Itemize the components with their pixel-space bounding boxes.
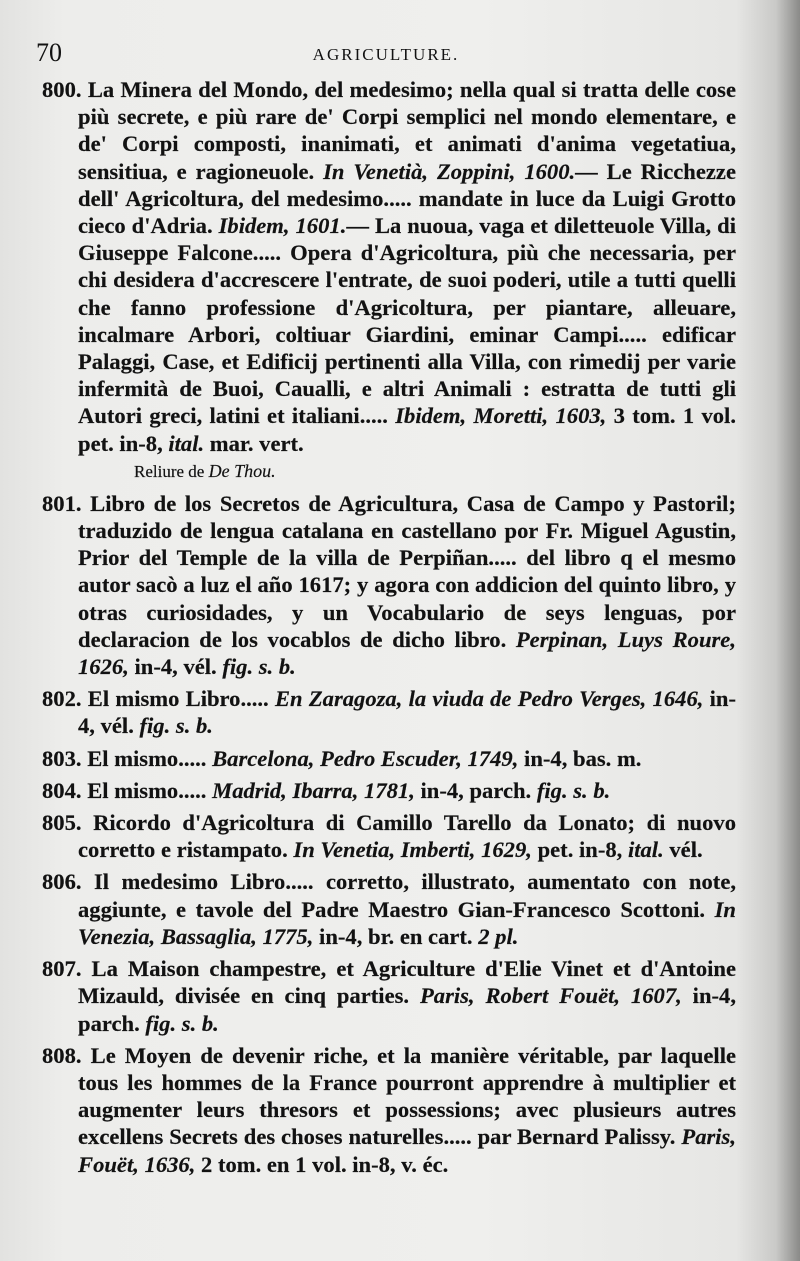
page-number: 70 [36,38,62,67]
entry-number: 802. [42,686,82,712]
catalogue-entries [42,76,736,1183]
entry-number: 806. [42,869,82,895]
binding-note-binder: De Thou. [208,460,276,481]
entry-imprint-italic: Paris, Fouët, 1636, [78,1124,736,1177]
catalogue-entry [42,745,736,772]
entry-imprint-italic: fig. s. b. [145,1010,219,1036]
entry-number: 801. [42,490,82,516]
catalogue-entry [42,1042,736,1178]
catalogue-entry [42,685,736,739]
entry-text: vél. [663,837,703,863]
entry-text: pet. in-8, [531,837,628,863]
entry-number: 805. [42,810,82,836]
entry-text: 2 tom. en 1 vol. in-8, v. éc. [195,1151,449,1177]
entry-imprint-italic: Barcelona, Pedro Escuder, 1749, [212,745,519,771]
entry-imprint-italic: In Venezia, Bassaglia, 1775, [78,896,736,949]
running-title: AGRICULTURE. [312,45,460,64]
entry-text: in-4, parch. [414,777,537,803]
entry-text: — La nuoua, vaga et diletteuole Villa, di Giuseppe Falcone..... Opera d'Agricoltura, più che necessaria, per chi desidera d'accrescere l'entrate, de suoi poderi, utile a tutti quelli che fanno professione d'Agricoltura, per piantare, alleuare, incalmare Arbori, coltiuar Giardini, eminar Campi..... edificar Palaggi, Case, et Edificij pertinenti alla Villa, con rimedij per varie infermità de Buoi, Caualli, e altri Animali : estratta de tutti gli Autori greci, latini et italiani..... [78,213,736,429]
entry-text: in-4, parch. [78,983,736,1036]
entry-number: 803. [42,745,82,771]
entry-text: Libro de los Secretos de Agricultura, Casa de Campo y Pastoril; traduzido de lengua catalana en castellano por Fr. Miguel Agustin, Prior del Temple de la villa de Perpiñan..... del libro q el mesmo autor sacò a luz el año 1617; y agora con addicion del quinto libro, y otras curiosidades, y un Vocabulario de seys lenguas, por declaracion de los vocablos de dicho libro. [78,490,736,652]
entry-text: El mismo..... [87,745,213,771]
entry-imprint-italic: Madrid, Ibarra, 1781, [212,777,415,803]
entry-imprint-italic: En Zaragoza, la viuda de Pedro Verges, 1646, [274,686,704,712]
entry-text: in-4, vél. [78,686,737,739]
entry-imprint-italic: Ibidem, Moretti, 1603, [395,403,607,429]
catalogue-entry [42,955,736,1037]
entry-text: Il medesimo Libro..... corretto, illustrato, aumentato con note, aggiunte, e tavole del Padre Maestro Gian-Francesco Scottoni. [78,869,736,922]
entry-text: La Maison champestre, et Agriculture d'Elie Vinet et d'Antoine Mizauld, divisée en cinq parties. [78,956,736,1009]
entry-number: 800. [42,77,82,102]
entry-text: 3 tom. 1 vol. pet. in-8, [78,403,736,456]
entry-text: mar. vert. [204,430,304,456]
entry-text: — Le Ricchezze dell' Agricoltura, del medesimo..... mandate in luce da Luigi Grotto cieco d'Adria. [78,158,736,239]
entry-imprint-italic: Perpinan, Luys Roure, 1626, [78,626,736,680]
entry-imprint-italic: ital. [168,430,205,456]
entry-text: La Minera del Mondo, del medesimo; nella qual si tratta delle cose più secrete, e più rare de' Corpi semplici nel mondo elementare, e de' Corpi composti, inanimati, et animati d'anima vegetatiua, sensitiua, e ragioneuole. [78,77,736,184]
entry-imprint-italic: Paris, Robert Fouët, 1607, [419,983,682,1009]
catalogue-entry [42,777,736,804]
catalogue-entry [42,490,736,680]
catalogue-entry [42,76,736,485]
catalogue-entry [42,809,736,863]
entry-imprint-italic: 2 pl. [478,923,519,949]
entry-imprint-italic: In Venetia, Imberti, 1629, [293,837,532,863]
binding-note-text: Reliure de [134,461,209,481]
entry-imprint-italic: fig. s. b. [536,777,611,803]
entry-text: in-4, bas. m. [518,745,642,771]
entry-number: 804. [42,777,82,803]
entry-text: in-4, vél. [128,654,223,680]
page-header [36,38,736,68]
entry-text: El mismo Libro..... [87,686,275,712]
entry-text: El mismo..... [87,777,213,803]
entry-imprint-italic: fig. s. b. [139,713,213,739]
entry-imprint-italic: fig. s. b. [222,654,296,680]
catalogue-entry [42,868,736,950]
entry-text: in-4, br. en cart. [313,923,479,949]
entry-imprint-italic: In Venetià, Zoppini, 1600. [323,158,576,184]
entry-number: 807. [42,956,82,982]
entry-imprint-italic: Ibidem, 1601. [218,213,347,239]
entry-text: Ricordo d'Agricoltura di Camillo Tarello da Lonato; di nuovo corretto e ristampato. [78,810,736,863]
entry-text: Le Moyen de devenir riche, et la manière véritable, par laquelle tous les hommes de la France pourront apprendre à multiplier et augmenter leurs thresors et possessions; avec plusieurs autres excellens Secrets des choses naturelles..... par Bernard Palissy. [78,1042,736,1150]
binding-note [78,458,736,485]
entry-number: 808. [42,1042,82,1068]
entry-imprint-italic: ital. [627,837,664,863]
